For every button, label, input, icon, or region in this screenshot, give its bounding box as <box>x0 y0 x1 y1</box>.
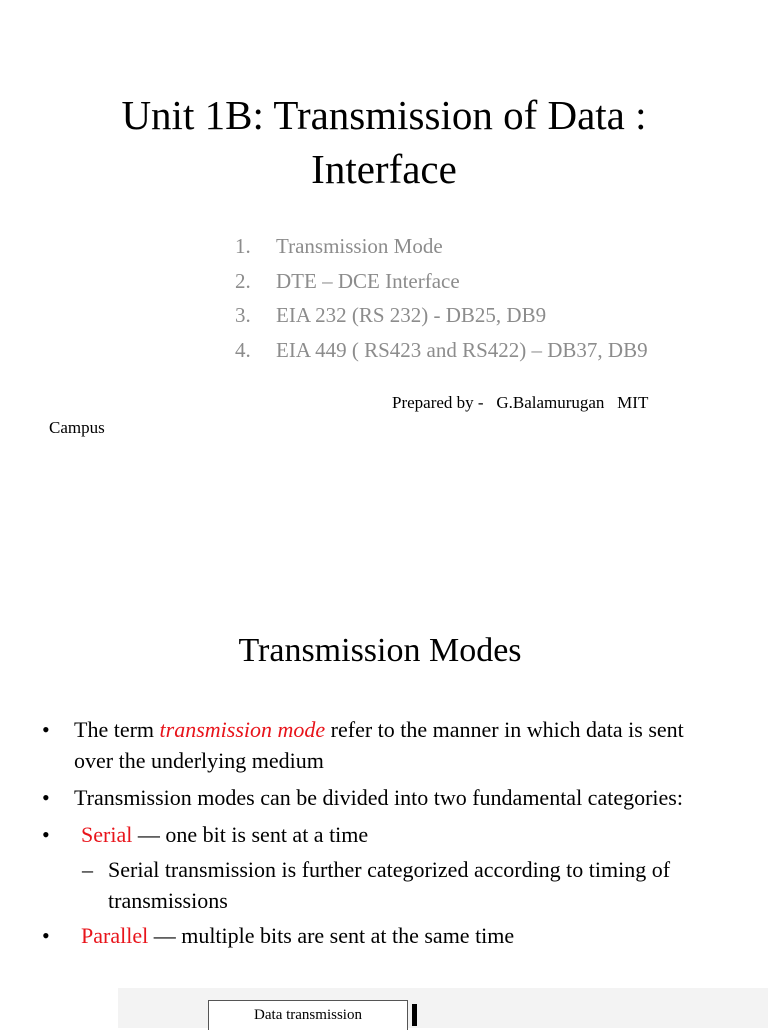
outline-item <box>235 333 648 368</box>
highlight-term: Parallel <box>81 923 149 948</box>
section-title: Transmission Modes <box>238 632 522 669</box>
bullet-text: — one bit is sent at a time <box>132 822 369 847</box>
outline-item-number: 4. <box>235 337 251 362</box>
outline-item-number: 2. <box>235 268 251 293</box>
outline-list <box>235 229 648 367</box>
bullet-icon: • <box>42 923 50 948</box>
dash-icon: – <box>82 857 93 882</box>
bullet-text: Serial transmission is further categorized according to timing of transmissions <box>108 857 671 913</box>
outline-item <box>235 298 648 333</box>
outline-item-number: 1. <box>235 234 251 258</box>
outline-item-text: EIA 232 (RS 232) - DB25, DB9 <box>276 303 547 327</box>
outline-item <box>235 229 648 264</box>
bullet-item <box>0 714 768 776</box>
outline-item-text: EIA 449 ( RS423 and RS422) – DB37, DB9 <box>276 337 648 362</box>
campus-label: Campus <box>49 418 105 437</box>
bullet-icon: • <box>42 785 50 810</box>
bullet-list <box>0 714 768 951</box>
diagram-box-data-transmission: Data transmission <box>208 1000 408 1030</box>
diagram-connector <box>412 1004 417 1026</box>
highlight-term: transmission mode <box>159 717 326 742</box>
sub-bullet-item <box>0 854 768 916</box>
outline-item-text: Transmission Mode <box>276 234 443 258</box>
bullet-text: — multiple bits are sent at the same time <box>148 923 515 948</box>
slide-title <box>0 88 768 196</box>
slide-title-line2: Interface <box>311 146 457 192</box>
slide-title-line1: Unit 1B: Transmission of Data : <box>121 92 647 138</box>
bullet-item <box>0 920 768 951</box>
bullet-text: refer to the manner in which data is sent over the underlying medium <box>74 717 684 773</box>
outline-item <box>235 264 648 299</box>
bullet-text: The term <box>74 717 160 742</box>
prepared-by: Prepared by - G.Balamurugan MIT <box>392 393 649 412</box>
outline-item-text: DTE – DCE Interface <box>276 268 460 293</box>
bullet-icon: • <box>42 822 50 847</box>
bullet-text: Transmission modes can be divided into two fundamental categories: <box>74 785 683 810</box>
bullet-item <box>0 782 768 813</box>
bullet-icon: • <box>42 717 50 742</box>
outline-item-number: 3. <box>235 303 251 327</box>
bullet-item <box>0 819 768 850</box>
highlight-term: Serial <box>81 822 133 847</box>
